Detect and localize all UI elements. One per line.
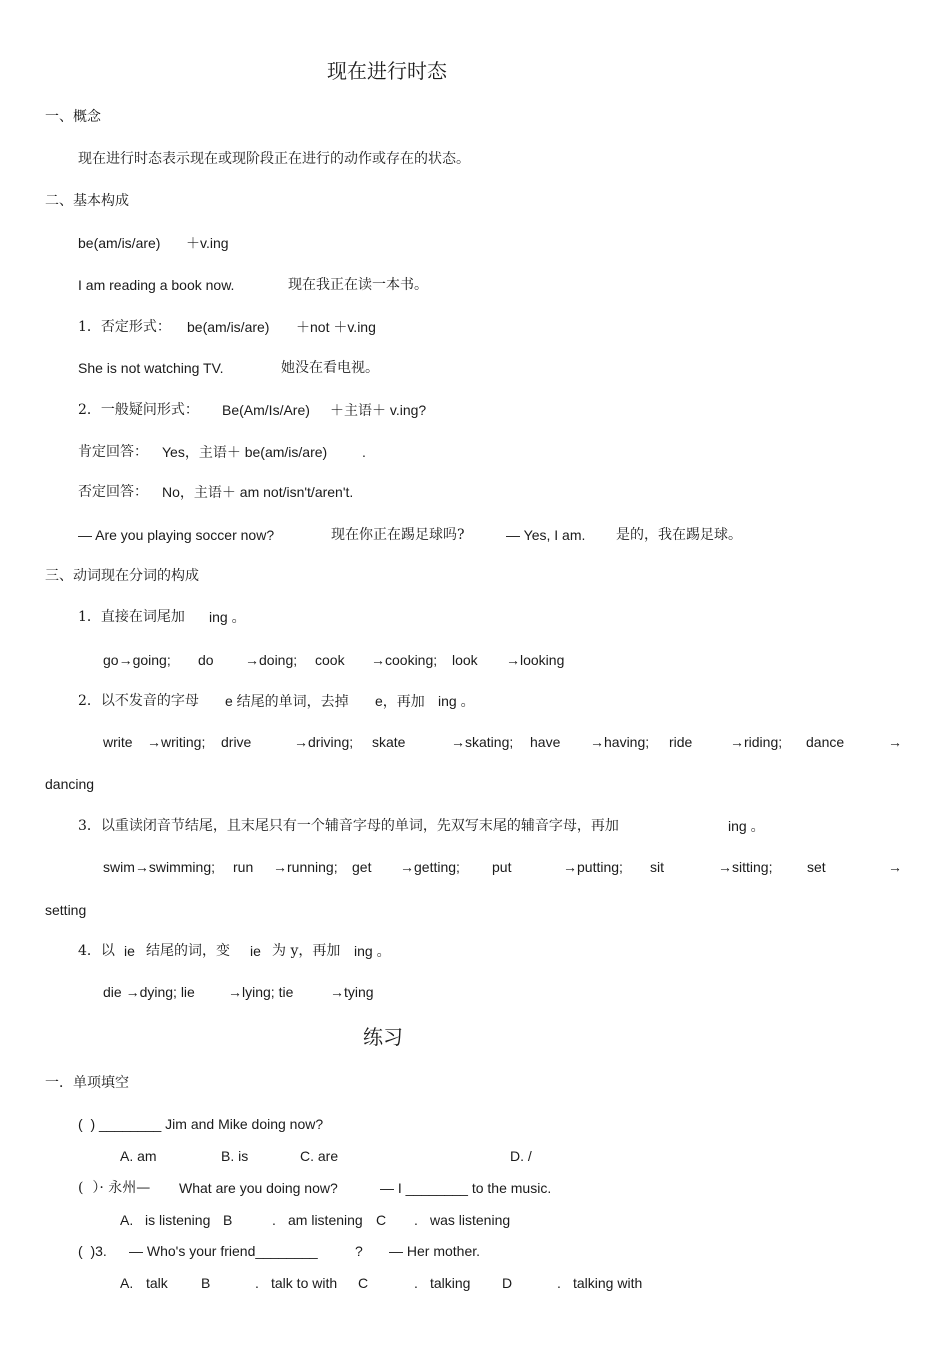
question-3-option: D	[502, 1275, 513, 1291]
example-2-chinese: 她没在看电视。	[281, 360, 379, 376]
rule-2-part: e，再加	[375, 693, 425, 709]
question-2-response: — I ________ to the music.	[380, 1180, 552, 1196]
question-3-option: .	[557, 1275, 561, 1291]
question-2-option: A.	[120, 1212, 134, 1228]
practice-title: 练习	[363, 1025, 403, 1049]
question-form-be: Be(Am/Is/Are)	[222, 402, 310, 418]
question-2-option: B	[223, 1212, 233, 1228]
question-1: ( ) ________ Jim and Mike doing now?	[78, 1116, 324, 1132]
example-1-chinese: 现在我正在读一本书。	[288, 277, 428, 293]
question-2-option: .	[414, 1212, 418, 1228]
question-3-option: talk	[146, 1275, 168, 1291]
rule-2-example: drive	[221, 734, 252, 750]
rule-4-example: →lying; tie	[228, 984, 294, 1000]
rule-2-example: →driving;	[294, 734, 354, 750]
question-3-prefix: ( )3.	[78, 1243, 107, 1259]
dialogue-answer: — Yes, I am.	[506, 527, 586, 543]
concept-text: 现在进行时态表示现在或现阶段正在进行的动作或存在的状态。	[78, 151, 470, 167]
rule-3-example: sit	[650, 859, 664, 875]
rule-4-example: →tying	[330, 984, 374, 1000]
rule-1-tail: ing 。	[209, 609, 246, 625]
rule-1-example: →doing;	[245, 652, 298, 668]
question-2-option: C	[376, 1212, 387, 1228]
section-heading-structure: 二、基本构成	[45, 193, 129, 209]
rule-1-example: look	[452, 652, 478, 668]
rule-3-example: →getting;	[400, 859, 460, 875]
affirmative-answer-period: .	[362, 444, 366, 460]
negative-answer-text: No，主语＋ am not/isn't/aren't.	[162, 484, 354, 500]
example-2-english: She is not watching TV.	[78, 360, 224, 376]
rule-3-example: →putting;	[563, 859, 623, 875]
question-2-option: is listening	[145, 1212, 211, 1228]
dialogue-answer-chinese: 是的，我在踢足球。	[616, 527, 742, 543]
rule-3-example: →sitting;	[718, 859, 773, 875]
rule-4-part: ie	[250, 943, 261, 959]
rule-2-example: write	[103, 734, 133, 750]
rule-4-part: 结尾的词，变	[146, 943, 230, 959]
rule-2-part: ing 。	[438, 693, 475, 709]
rule-2-example: have	[530, 734, 561, 750]
rule-1-example: →looking	[506, 652, 565, 668]
question-3-option: .	[414, 1275, 418, 1291]
dialogue-question: — Are you playing soccer now?	[78, 527, 275, 543]
rule-2-example: skate	[372, 734, 406, 750]
question-3-option: B	[201, 1275, 211, 1291]
formula-ving: ＋v.ing	[186, 235, 229, 251]
example-1-english: I am reading a book now.	[78, 277, 235, 293]
rule-3-example: →running;	[273, 859, 338, 875]
question-form-rest: ＋主语＋ v.ing?	[330, 402, 427, 418]
question-1-option: A. am	[120, 1148, 157, 1164]
rule-3-example: put	[492, 859, 512, 875]
rule-2-label: 2．以不发音的字母	[78, 693, 199, 709]
negative-form-be: be(am/is/are)	[187, 319, 270, 335]
rule-2-part: e 结尾的单词，去掉	[225, 693, 349, 709]
negative-answer-label: 否定回答：	[78, 484, 148, 500]
question-3-mark: ?	[355, 1243, 363, 1259]
question-3-response: — Her mother.	[389, 1243, 481, 1259]
question-3-option: talking	[430, 1275, 471, 1291]
question-3-option: A.	[120, 1275, 134, 1291]
negative-form-rest: ＋not ＋v.ing	[296, 319, 376, 335]
question-1-option: C. are	[300, 1148, 339, 1164]
rule-2-example: →having;	[590, 734, 650, 750]
rule-2-example: →skating;	[451, 734, 514, 750]
question-2-option: am listening	[288, 1212, 363, 1228]
question-2-option: was listening	[430, 1212, 511, 1228]
rule-4-example: die →dying; lie	[103, 984, 195, 1000]
section-heading-concept: 一、概念	[45, 109, 101, 125]
rule-3-example: get	[352, 859, 372, 875]
rule-3-example-continued: setting	[45, 902, 87, 918]
question-form-label: 2．一般疑问形式：	[78, 402, 199, 418]
affirmative-answer-text: Yes，主语＋ be(am/is/are)	[162, 444, 328, 460]
rule-2-example: →writing;	[147, 734, 206, 750]
page-title: 现在进行时态	[327, 59, 447, 83]
rule-1-example: go→going;	[103, 652, 171, 668]
rule-2-example: →riding;	[730, 734, 783, 750]
question-2-option: .	[272, 1212, 276, 1228]
question-3-prompt: — Who's your friend________	[129, 1243, 318, 1259]
question-1-option: B. is	[221, 1148, 249, 1164]
affirmative-answer-label: 肯定回答：	[78, 444, 148, 460]
question-3-option: .	[255, 1275, 259, 1291]
rule-2-example: dance	[806, 734, 845, 750]
rule-1-example: cook	[315, 652, 345, 668]
question-3-option: talk to with	[271, 1275, 338, 1291]
negative-form-label: 1．否定形式：	[78, 319, 171, 335]
rule-1-label: 1．直接在词尾加	[78, 609, 185, 625]
rule-2-example: →	[888, 734, 902, 750]
question-1-option: D. /	[510, 1148, 532, 1164]
question-2-prefix: ( ）· 永州—	[78, 1180, 151, 1196]
rule-4-part: 4．以	[78, 943, 115, 959]
formula-be: be(am/is/are)	[78, 235, 161, 251]
question-2-prompt: What are you doing now?	[179, 1180, 338, 1196]
rule-3-example: swim→swimming;	[103, 859, 215, 875]
practice-heading: 一．单项填空	[45, 1075, 129, 1091]
rule-3-example: run	[233, 859, 254, 875]
section-heading-participle: 三、动词现在分词的构成	[45, 568, 199, 584]
question-3-option: talking with	[573, 1275, 643, 1291]
rule-4-part: 为 y，再加	[272, 943, 341, 959]
rule-4-part: ie	[124, 943, 135, 959]
rule-1-example: →cooking;	[371, 652, 438, 668]
rule-2-example: ride	[669, 734, 693, 750]
dialogue-question-chinese: 现在你正在踢足球吗?	[331, 527, 465, 543]
rule-3-example: →	[888, 859, 902, 875]
rule-4-part: ing 。	[354, 943, 391, 959]
rule-2-example-continued: dancing	[45, 776, 95, 792]
rule-3-example: set	[807, 859, 826, 875]
question-3-option: C	[358, 1275, 369, 1291]
rule-3-tail: ing 。	[728, 818, 765, 834]
rule-3-label: 3．以重读闭音节结尾，且末尾只有一个辅音字母的单词，先双写末尾的辅音字母，再加	[78, 818, 619, 834]
rule-1-example: do	[198, 652, 214, 668]
